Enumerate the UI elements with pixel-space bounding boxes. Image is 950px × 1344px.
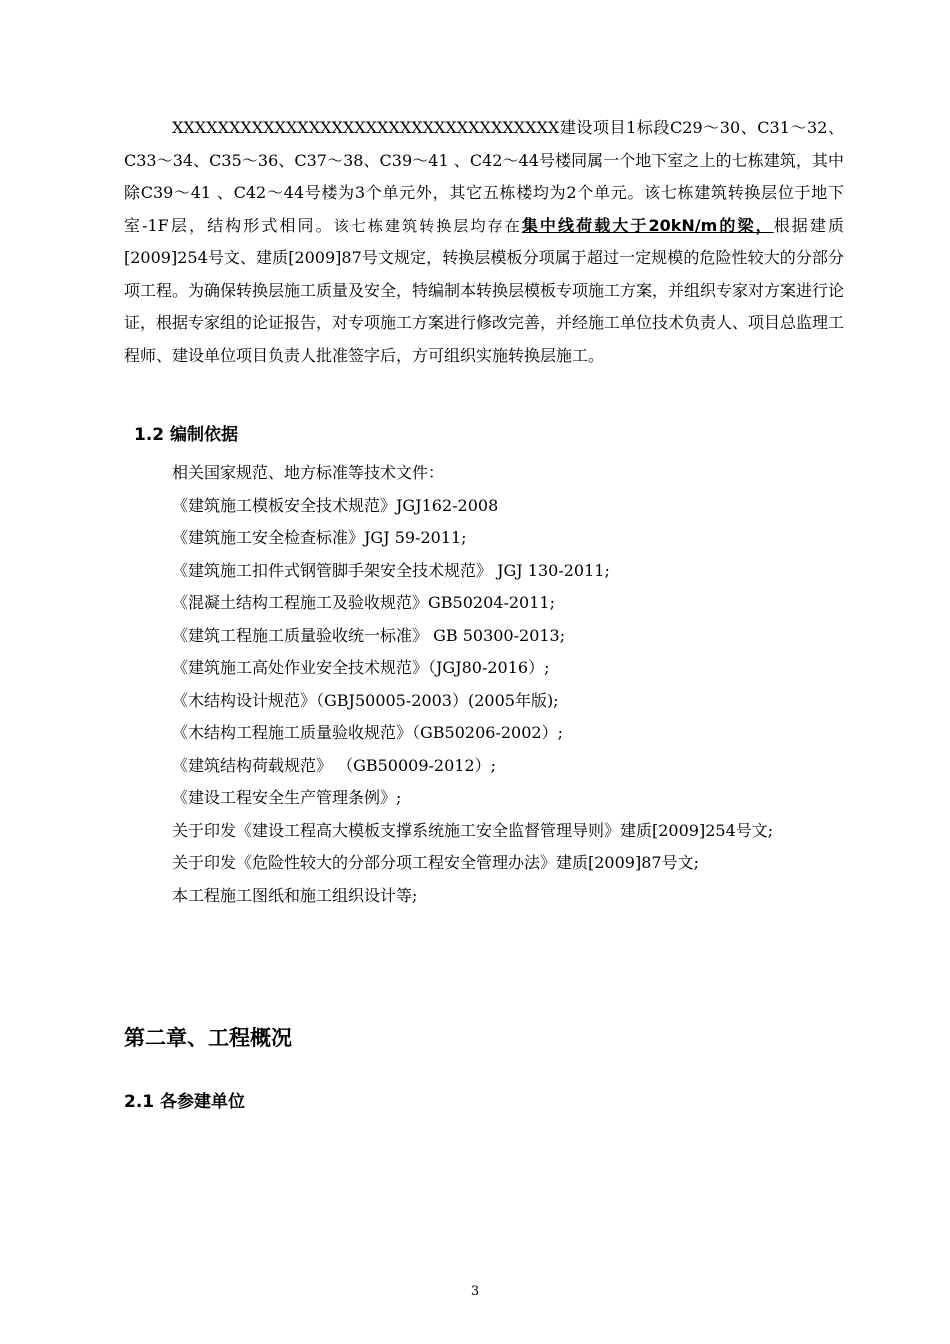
reference-item: 关于印发《危险性较大的分部分项工程安全管理办法》建质[2009]87号文; <box>172 853 699 872</box>
reference-item: 相关国家规范、地方标准等技术文件： <box>172 463 445 482</box>
section-heading-2-1: 2.1 各参建单位 <box>124 1092 246 1112</box>
intro-text-part1: XXXXXXXXXXXXXXXXXXXXXXXXXXXXXXXXXX建设项目1标段C29～30、C31～32、C33～34、C35～36、C37～38、C39～41 、C42～44号楼同属一个地下室之上的七栋建筑，其中除C39～41 、C42～44号楼为3个单元外，其它五栋楼均为2个单元。该七栋建筑转换层位于地下室-1F层，结构形式相同。 <box>124 118 844 235</box>
reference-item: 《木结构设计规范》（GBJ50005-2003）(2005年版); <box>172 690 559 710</box>
reference-list <box>124 457 844 912</box>
intro-emphasis: 集中线荷载大于20kN/m的梁， <box>521 215 774 235</box>
section-heading-1-2: 1.2 编制依据 <box>134 425 239 445</box>
chapter-heading: 第二章、工程概况 <box>124 1026 292 1050</box>
reference-item: 《建设工程安全生产管理条例》; <box>172 788 402 807</box>
reference-item: 《混凝土结构工程施工及验收规范》GB50204-2011; <box>172 593 555 612</box>
page-number: 3 <box>470 1284 480 1299</box>
reference-item: 《建筑施工安全检查标准》JGJ 59-2011; <box>172 528 467 547</box>
intro-paragraph <box>124 112 844 372</box>
reference-item: 《木结构工程施工质量验收规范》（GB50206-2002）; <box>172 723 563 742</box>
intro-text-part2: 该七栋建筑转换层均存在 <box>333 216 522 235</box>
reference-item: 本工程施工图纸和施工组织设计等; <box>172 885 418 905</box>
reference-item: 《建筑施工扣件式钢管脚手架安全技术规范》 JGJ 130-2011; <box>172 560 610 580</box>
reference-item: 《建筑施工模板安全技术规范》JGJ162-2008 <box>172 495 499 515</box>
intro-text-part3: 根据建质[2009]254号文、建质[2009]87号文规定，转换层模板分项属于超过一定规模的危险性较大的分部分项工程。为确保转换层施工质量及安全，特编制本转换层模板专项施工方案，并组织专家对方案进行论证，根据专家组的论证报告，对专项施工方案进行修改完善，并经施工单位技术负责人、项目总监理工程师、建设单位项目负责人批准签字后，方可组织实施转换层施工。 <box>124 215 845 365</box>
reference-item: 关于印发《建设工程高大模板支撑系统施工安全监督管理导则》建质[2009]254号文; <box>172 820 774 840</box>
reference-item: 《建筑工程施工质量验收统一标准》 GB 50300-2013; <box>172 625 566 645</box>
reference-item: 《建筑施工高处作业安全技术规范》（JGJ80-2016）; <box>172 658 550 677</box>
reference-item: 《建筑结构荷载规范》 （GB50009-2012）; <box>172 755 497 775</box>
